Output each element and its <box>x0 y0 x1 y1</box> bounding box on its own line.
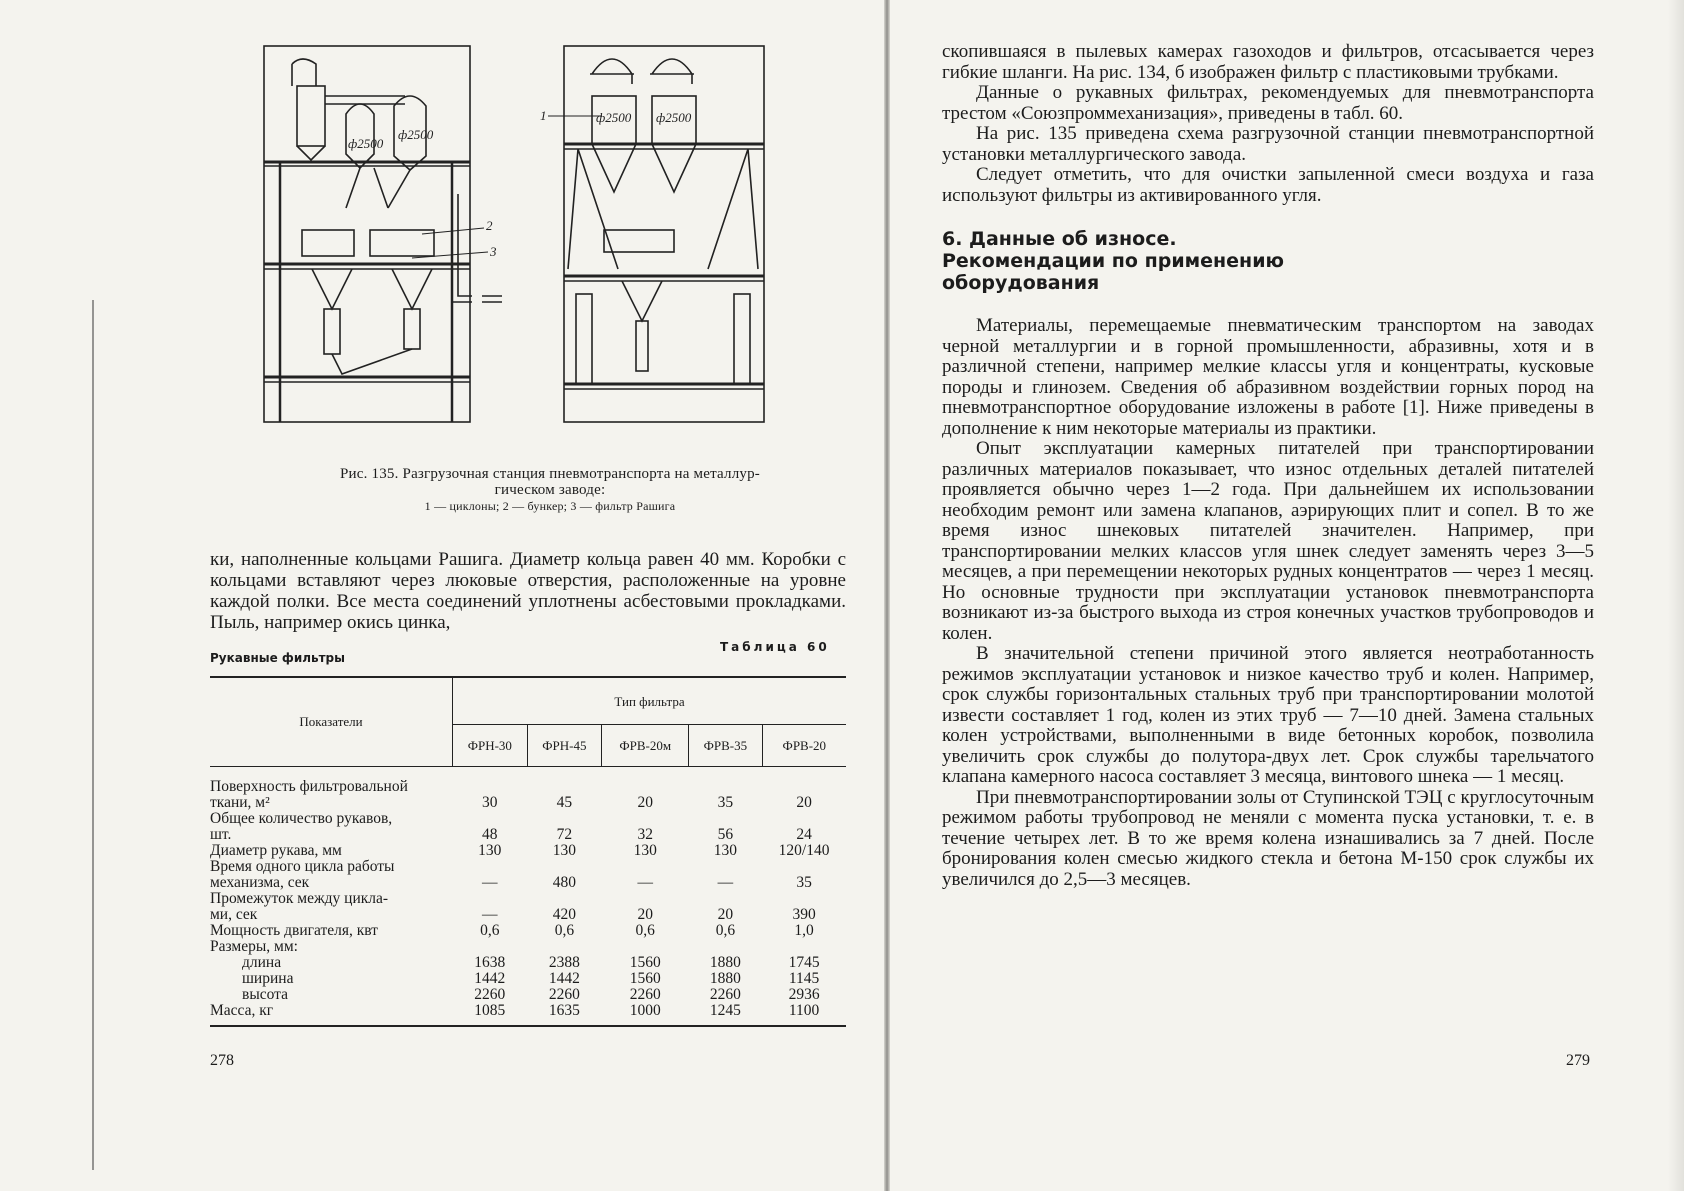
table-cell: 130 <box>713 841 738 859</box>
left-elevation-drawing <box>264 46 502 422</box>
table-row <box>210 939 846 955</box>
table-cell: 420 <box>552 905 577 923</box>
filters-table <box>210 676 846 1027</box>
figure-callout: 2 <box>486 218 493 233</box>
table-cell: 1442 <box>474 969 506 987</box>
table-cell: — <box>637 873 653 891</box>
page-number-left: 278 <box>210 1052 234 1069</box>
row-label-line: шт. <box>210 825 232 843</box>
table-cell: 1745 <box>788 953 820 971</box>
table-cell: 2260 <box>629 985 661 1003</box>
book-spine <box>884 0 890 1191</box>
table-cell <box>689 939 762 955</box>
table-title: Рукавные фильтры <box>210 651 345 665</box>
table-row <box>210 971 846 987</box>
figure-diameter-label: ф2500 <box>348 136 384 151</box>
row-label-line: ми, сек <box>210 905 258 923</box>
table-cell: 35 <box>796 873 812 891</box>
table-cell: 48 <box>482 825 498 843</box>
table-cell: 1100 <box>762 1003 846 1026</box>
row-label-line: Масса, кг <box>210 1001 274 1019</box>
row-label-line: высота <box>242 985 289 1003</box>
table-row <box>210 811 846 843</box>
table-cell: 1638 <box>474 953 506 971</box>
table-cell: 1442 <box>548 969 580 987</box>
table-row <box>210 923 846 939</box>
page-edge-shadow-right <box>1668 0 1684 1191</box>
table-cell: 30 <box>482 793 498 811</box>
table-cell: 24 <box>796 825 812 843</box>
row-label-line: Мощность двигателя, квт <box>210 921 378 939</box>
table-cell: 35 <box>717 793 734 811</box>
table-cell <box>527 939 602 955</box>
row-label-line: ткани, м² <box>210 793 270 811</box>
table-cell: 1880 <box>709 953 741 971</box>
table-cell: 20 <box>637 905 653 923</box>
table-row <box>210 987 846 1003</box>
filter-type-column-header: ФРН-45 <box>527 724 602 766</box>
table-cell: 2936 <box>788 985 820 1003</box>
table-cell: 1560 <box>629 953 661 971</box>
table-cell: 1560 <box>629 969 661 987</box>
table-cell: 130 <box>552 841 577 859</box>
indicator-header: Показатели <box>210 677 453 767</box>
filter-type-header: Тип фильтра <box>453 677 847 724</box>
table-row <box>210 843 846 859</box>
table-cell: 1145 <box>788 969 820 987</box>
figure-callout: 3 <box>490 244 497 259</box>
table-cell: 1085 <box>453 1003 528 1026</box>
row-label-line: ширина <box>242 969 294 987</box>
paragraph: ки, наполненные кольцами Рашига. Диаметр кольца равен 40 мм. Коробки с кольцами вставляют через люковые отверстия, расположенные на уровне каждой полки. Все места соединений уплотнены асбестовыми прокладками. Пыль, например окись цинка, <box>210 549 846 633</box>
figure-diameter-label: ф2500 <box>656 110 692 125</box>
section-heading <box>942 228 1594 294</box>
row-label-line: Промежуток между цикла- <box>210 889 389 907</box>
row-label-line: Диаметр рукава, мм <box>210 841 342 859</box>
section-heading-line: оборудования <box>942 272 1100 294</box>
paragraph: Данные о рукавных фильтрах, рекомендуемых для пневмотранспорта трестом «Союзпроммеханизация», приведены в табл. 60. <box>942 82 1594 124</box>
row-label-line: Размеры, мм: <box>210 937 298 955</box>
paragraph: Материалы, перемещаемые пневматическим транспортом на заводах черной металлургии и в горной промышленности, абразивны, хотя и в различной степени, например мелкие классы угля и концентраты, кусковые породы и глинозем. Сведения об абразивном воздействии горных пород на пневмотранспортное оборудование изложены в работе [1]. Ниже приведены в дополнение к ним некоторые материалы из практики. <box>942 315 1594 439</box>
table-cell: 480 <box>552 873 577 891</box>
paragraph: Следует отметить, что для очистки запыленной смеси воздуха и газа используют фильтры из активированного угля. <box>942 164 1594 206</box>
table-cell: 120/140 <box>778 841 830 859</box>
caption-legend: 1 — циклоны; 2 — бункер; 3 — фильтр Рашига <box>424 499 676 513</box>
page-edge-shadow <box>92 300 94 1170</box>
row-label <box>210 767 453 811</box>
row-label <box>210 811 453 843</box>
paragraph: На рис. 135 приведена схема разгрузочной станции пневмотранспортной установки металлургического завода. <box>942 123 1594 165</box>
filter-type-column-header: ФРВ-20м <box>602 724 689 766</box>
table-cell <box>602 939 689 955</box>
section-heading-line: Рекомендации по применению <box>942 250 1284 272</box>
row-label <box>210 1003 453 1026</box>
table-cell <box>762 939 846 955</box>
table-cell: 20 <box>796 793 812 811</box>
table-row <box>210 859 846 891</box>
table-cell: 2388 <box>548 953 580 971</box>
row-label <box>210 843 453 859</box>
table-cell: 32 <box>637 825 653 843</box>
table-cell: — <box>482 905 498 923</box>
figure-diameter-label: ф2500 <box>596 110 632 125</box>
row-label <box>210 891 453 923</box>
row-label-line: длина <box>242 953 282 971</box>
table-cell: — <box>717 873 734 891</box>
row-label-line: Время одного цикла работы <box>210 857 395 875</box>
table-row <box>210 767 846 811</box>
table-cell: 20 <box>717 905 734 923</box>
table-cell: 1,0 <box>794 921 814 939</box>
table-number: Таблица 60 <box>720 640 830 654</box>
paragraph: скопившаяся в пылевых камерах газоходов и фильтров, отсасывается через гибкие шланги. На рис. 134, б изображен фильтр с пластиковыми трубками. <box>942 41 1594 83</box>
table-cell: 0,6 <box>554 921 575 939</box>
table-cell: 390 <box>792 905 816 923</box>
table-cell: 1000 <box>602 1003 689 1026</box>
table-cell: 1635 <box>527 1003 602 1026</box>
table-cell: 72 <box>556 825 573 843</box>
paragraph: В значительной степени причиной этого является неотработанность режимов эксплуатации установок и низкое качество труб и колен. Например, срок службы горизонтальных стальных труб при транспортировании молотой извести составляет 1 год, колен из этих труб — 7—10 дней. Замена стальных колен устройствами, выполненными в виде бетонных коробок, позволила увеличить срок службы до полутора-двух лет. Срок службы тарельчатого клапана камерного насоса составляет 3 месяца, винтового шнека — 1 месяц. <box>942 643 1594 787</box>
row-label <box>210 987 453 1003</box>
figure-caption <box>230 466 870 514</box>
table-cell: — <box>482 873 498 891</box>
page-number-right: 279 <box>1566 1052 1590 1069</box>
right-elevation-drawing <box>564 46 764 422</box>
table-cell <box>453 939 528 955</box>
table-row <box>210 955 846 971</box>
caption-line: Рис. 135. Разгрузочная станция пневмотранспорта на металлур- <box>340 466 760 482</box>
table-cell: 130 <box>478 841 502 859</box>
figure-callout: 1 <box>540 108 547 123</box>
table-cell: 0,6 <box>635 921 655 939</box>
table-cell: 56 <box>717 825 734 843</box>
table-cell: 0,6 <box>480 921 500 939</box>
row-label <box>210 923 453 939</box>
row-label-line: механизма, сек <box>210 873 310 891</box>
filter-type-column-header: ФРВ-20 <box>762 724 846 766</box>
table-cell: 45 <box>556 793 573 811</box>
caption-line: гическом заводе: <box>494 482 606 498</box>
table-cell: 2260 <box>548 985 580 1003</box>
paragraph: Опыт эксплуатации камерных питателей при транспортировании различных материалов показывает, что износ отдельных деталей питателей проявляется обычно через 1—2 года. При дальнейшем их использовании необходим ремонт или замена клапанов, аэрирующих плит и сопел. В то же время износ шнековых питателей значителен. Например, при транспортировании мелких классов угля шнек следует заменять через 3—5 месяцев, а при перемещении некоторых рудных концентратов — через 1 месяц. Но основные трудности при эксплуатации установок пневмотранспорта возникают из-за быстрого выхода из строя конечных участков трубопроводов и колен. <box>942 438 1594 644</box>
row-label <box>210 939 453 955</box>
row-label <box>210 971 453 987</box>
table-cell: 2260 <box>474 985 506 1003</box>
section-heading-line: 6. Данные об износе. <box>942 228 1177 250</box>
figure-diameter-label: ф2500 <box>398 127 434 142</box>
table-row <box>210 1003 846 1026</box>
table-row <box>210 891 846 923</box>
table-cell: 130 <box>633 841 657 859</box>
table-cell: 2260 <box>709 985 741 1003</box>
right-body-text <box>942 42 1594 890</box>
table-cell: 1245 <box>689 1003 762 1026</box>
table-cell: 1880 <box>709 969 741 987</box>
row-label-line: Поверхность фильтровальной <box>210 777 408 795</box>
left-body-text <box>210 549 846 633</box>
table-cell: 0,6 <box>715 921 736 939</box>
figure-unloading-station <box>262 44 850 464</box>
filter-type-column-header: ФРН-30 <box>453 724 528 766</box>
row-label <box>210 955 453 971</box>
row-label <box>210 859 453 891</box>
table-cell: 20 <box>637 793 653 811</box>
filter-type-column-header: ФРВ-35 <box>689 724 762 766</box>
paragraph: При пневмотранспортировании золы от Ступинской ТЭЦ с круглосуточным режимом работы трубопровод не меняли с момента пуска установки, т. е. в течение четырех лет. В то же время колена изнашивались за 7 дней. После бронирования колен смесью жидкого стекла и бетона М-150 срок службы их увеличился до 2,5—3 месяцев. <box>942 786 1594 890</box>
row-label-line: Общее количество рукавов, <box>210 809 393 827</box>
